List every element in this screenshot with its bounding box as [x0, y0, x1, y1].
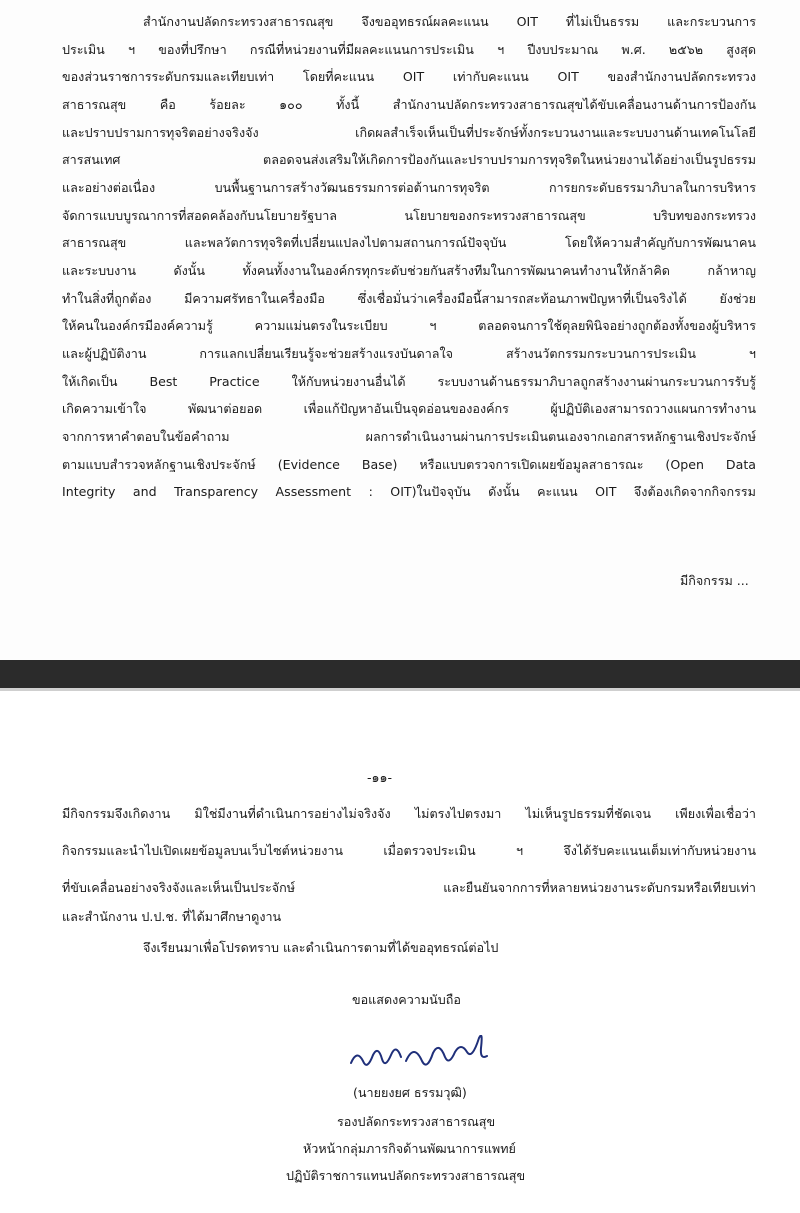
paragraph-line: และปราบปรามการทุจริตอย่างจริงจัง เกิดผลสำเร็จเห็นเป็นที่ประจักษ์ทั้งกระบวนงานและระบบงานด้านเทคโนโลยี: [62, 125, 756, 140]
salutation: ขอแสดงความนับถือ: [352, 992, 461, 1007]
paragraph-line: และผู้ปฏิบัติงาน การแลกเปลี่ยนเรียนรู้จะช่วยสร้างแรงบันดาลใจ สร้างนวัตกรรมกระบวนการประเมิน ฯ: [62, 346, 756, 361]
paragraph-line: ประเมิน ฯ ของที่ปรึกษา กรณีที่หน่วยงานที่มีผลคะแนนการประเมิน ฯ ปีงบประมาณ พ.ศ. ๒๕๖๒ สูงสุด: [62, 42, 756, 57]
paragraph-line: สารสนเทศ ตลอดจนส่งเสริมให้เกิดการป้องกันและปราบปรามการทุจริตในหน่วยงานได้อย่างเป็นรูปธรรม: [62, 152, 756, 167]
signer-title: หัวหน้ากลุ่มภารกิจด้านพัฒนาการแพทย์: [303, 1141, 516, 1156]
paragraph-line: มีกิจกรรมจึงเกิดงาน มิใช่มีงานที่ดำเนินการอย่างไม่จริงจัง ไม่ตรงไปตรงมา ไม่เห็นรูปธรรมที่ชัดเจน เพียงเพื่อเชื่อว่า: [62, 806, 756, 821]
paragraph-line: และอย่างต่อเนื่อง บนพื้นฐานการสร้างวัฒนธรรมการต่อต้านการทุจริต การยกระดับธรรมาภิบาลในการบริหาร: [62, 180, 756, 195]
paragraph-line: ให้คนในองค์กรมีองค์ความรู้ ความแม่นตรงในระเบียบ ฯ ตลอดจนการใช้ดุลยพินิจอย่างถูกต้องทั้งของผู้บริหาร: [62, 318, 756, 333]
paragraph-line: ให้เกิดเป็น Best Practice ให้กับหน่วยงานอื่นได้ ระบบงานด้านธรรมาภิบาลถูกสร้างงานผ่านกระบวนการรับรู้: [62, 374, 756, 389]
page-separator: [0, 660, 800, 688]
paragraph-line: ทำในสิ่งที่ถูกต้อง มีความศรัทธาในเครื่องมือ ซึ่งเชื่อมั่นว่าเครื่องมือนี้สามารถสะท้อนภาพปัญหาที่เป็นจริงได้ ยังช่วย: [62, 291, 756, 306]
paragraph-line: เกิดความเข้าใจ พัฒนาต่อยอด เพื่อแก้ปัญหาอันเป็นจุดอ่อนขององค์กร ผู้ปฏิบัติเองสามารถวางแผนการทำงาน: [62, 401, 756, 416]
paragraph-line: สาธารณสุข และพลวัตการทุจริตที่เปลี่ยนแปลงไปตามสถานการณ์ปัจจุบัน โดยให้ความสำคัญกับการพัฒนาคน: [62, 235, 756, 250]
paragraph-line: จากการหาคำตอบในข้อคำถาม ผลการดำเนินงานผ่านการประเมินตนเองจากเอกสารหลักฐานเชิงประจักษ์: [62, 429, 756, 444]
paragraph-line: กิจกรรมและนำไปเปิดเผยข้อมูลบนเว็บไซต์หน่วยงาน เมื่อตรวจประเมิน ฯ จึงได้รับคะแนนเต็มเท่ากับหน่วยงาน: [62, 843, 756, 858]
handwritten-signature: [346, 1035, 526, 1075]
paragraph-line: และระบบงาน ดังนั้น ทั้งคนทั้งงานในองค์กรทุกระดับช่วยกันสร้างทีมในการพัฒนาคนทำงานให้กล้าคิด กล้าหาญ: [62, 263, 756, 278]
signer-title: ปฏิบัติราชการแทนปลัดกระทรวงสาธารณสุข: [286, 1168, 526, 1183]
paragraph-line: และสำนักงาน ป.ป.ช. ที่ได้มาศึกษาดูงาน: [62, 909, 282, 924]
paragraph-line: สาธารณสุข คือ ร้อยละ ๑๐๐ ทั้งนี้ สำนักงานปลัดกระทรวงสาธารณสุขได้ขับเคลื่อนงานด้านการป้องกัน: [62, 97, 756, 112]
signer-title: รองปลัดกระทรวงสาธารณสุข: [337, 1114, 496, 1129]
page-number: -๑๑-: [367, 770, 393, 785]
continuation-marker: มีกิจกรรม ...: [680, 573, 749, 588]
closing-request: จึงเรียนมาเพื่อโปรดทราบ และดำเนินการตามที่ได้ขออุทธรณ์ต่อไป: [143, 940, 499, 955]
signer-name: (นายยงยศ ธรรมวุฒิ): [353, 1085, 467, 1100]
paragraph-line: สำนักงานปลัดกระทรวงสาธารณสุข จึงขออุทธรณ์ผลคะแนน OIT ที่ไม่เป็นธรรม และกระบวนการ: [143, 14, 756, 29]
paragraph-line: ของส่วนราชการระดับกรมและเทียบเท่า โดยที่คะแนน OIT เท่ากับคะแนน OIT ของสำนักงานปลัดกระทรวง: [62, 69, 756, 84]
paragraph-line: จัดการแบบบูรณาการที่สอดคล้องกับนโยบายรัฐบาล นโยบายของกระทรวงสาธารณสุข บริบทของกระทรวง: [62, 208, 756, 223]
paragraph-line: ที่ขับเคลื่อนอย่างจริงจังและเห็นเป็นประจักษ์ และยืนยันจากการที่หลายหน่วยงานระดับกรมหรือเทียบเท่า: [62, 880, 756, 895]
paragraph-line: Integrity and Transparency Assessment : OIT)ในปัจจุบัน ดังนั้น คะแนน OIT จึงต้องเกิดจากกิจกรรม: [62, 484, 756, 499]
paragraph-line: ตามแบบสำรวจหลักฐานเชิงประจักษ์ (Evidence Base) หรือแบบตรวจการเปิดเผยข้อมูลสาธารณะ (Open Data: [62, 457, 756, 472]
